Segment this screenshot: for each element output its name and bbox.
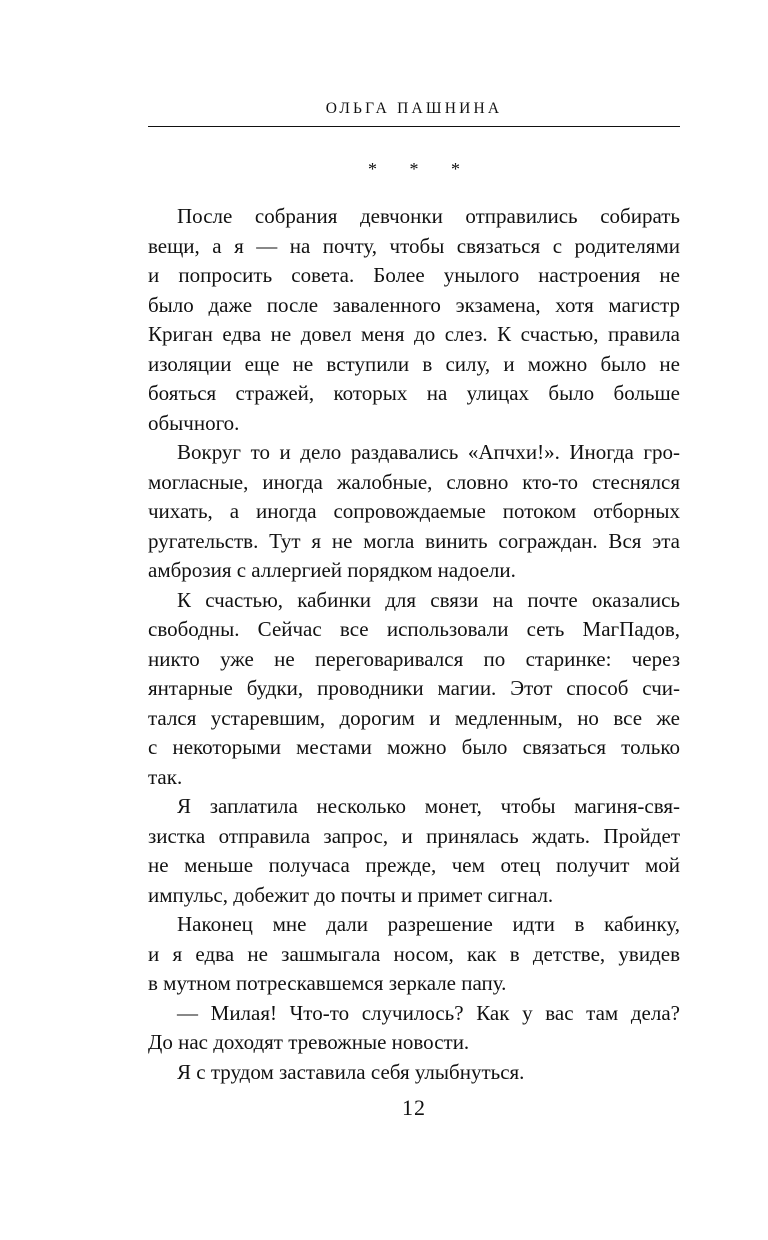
text-line: До нас доходят тревожные новости. [148, 1030, 470, 1054]
text-line: с некоторыми местами можно было связаться только [148, 735, 680, 759]
text-line: и я едва не зашмыгала носом, как в детстве, увидев [148, 941, 680, 966]
text-line: вещи, а я — на почту, чтобы связаться с родителями [148, 233, 680, 258]
text-line: чихать, а иногда сопровождаемые потоком отборных [148, 499, 680, 523]
text-line: амброзия с аллергией порядком надоели. [148, 558, 516, 582]
text-line: так. [148, 764, 183, 789]
text-line: никто уже не переговаривался по старинке: через [148, 646, 680, 671]
text-line: и попросить совета. Более унылого настроения не [148, 263, 680, 287]
text-line: После собрания девчонки отправились собирать [177, 204, 680, 228]
text-line: Я с трудом заставила себя улыбнуться. [177, 1059, 525, 1084]
text-line: ругательств. Тут я не могла винить сограждан. Вся эта [148, 528, 680, 553]
section-break: * * * [368, 159, 474, 179]
text-line: янтарные будки, проводники магии. Этот способ счи- [148, 676, 680, 700]
page-number: 12 [402, 1095, 426, 1120]
header-rule [148, 126, 680, 127]
text-line: могласные, иногда жалобные, словно кто-то стеснялся [148, 469, 680, 494]
text-line: в мутном потрескавшемся зеркале папу. [148, 971, 507, 995]
text-line: — Милая! Что-то случилось? Как у вас там дела? [177, 1000, 680, 1025]
text-line: Вокруг то и дело раздавались «Апчхи!». Иногда гро- [177, 440, 680, 464]
text-line: не меньше получаса прежде, чем отец получит мой [148, 853, 680, 877]
text-line: зистка отправила запрос, и принялась ждать. Пройдет [148, 823, 680, 848]
text-line: Я заплатила несколько монет, чтобы магиня-свя- [177, 794, 680, 818]
text-line: К счастью, кабинки для связи на почте оказались [177, 587, 680, 612]
text-line: свободны. Сейчас все использовали сеть МагПадов, [148, 617, 680, 641]
text-line: изоляции еще не вступили в силу, и можно было не [148, 351, 680, 376]
body-text [148, 202, 680, 1087]
text-line: тался устаревшим, дорогим и медленным, но все же [148, 705, 680, 730]
text-line: бояться стражей, которых на улицах было больше [148, 381, 680, 405]
text-line: Наконец мне дали разрешение идти в кабинку, [177, 912, 680, 936]
text-line: импульс, добежит до почты и примет сигнал. [148, 882, 554, 907]
text-line: Криган едва не довел меня до слез. К счастью, правила [148, 322, 680, 346]
text-line: обычного. [148, 410, 240, 435]
text-line: было даже после заваленного экзамена, хотя магистр [148, 292, 680, 317]
running-head-author: ОЛЬГА ПАШНИНА [325, 100, 503, 117]
